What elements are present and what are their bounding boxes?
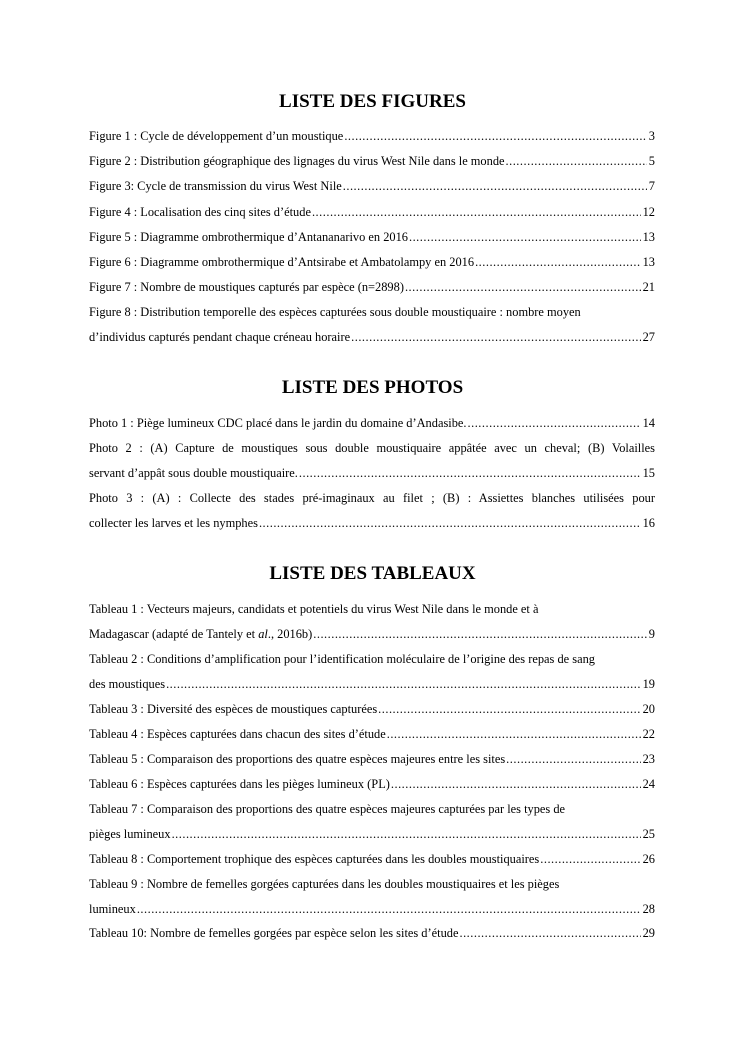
entry-title: Photo 1 : Piège lumineux CDC placé dans le jardin du domaine d’Andasibe. [89, 416, 467, 430]
entry-page: 7 [648, 179, 655, 193]
entry-page: 16 [642, 516, 655, 530]
dot-leader [343, 178, 647, 194]
entry-page: 13 [642, 230, 655, 244]
dot-leader [351, 329, 640, 345]
dot-leader [506, 153, 647, 169]
entry-title: Tableau 9 : Nombre de femelles gorgées capturées dans les doubles moustiquaires et les pièges [89, 877, 560, 891]
entry-title: Tableau 4 : Espèces capturées dans chacun des sites d’étude [89, 727, 386, 741]
entry-title: Tableau 2 : Conditions d’amplification pour l’identification moléculaire de l’origine des repas de sang [89, 652, 595, 666]
entry-title-continuation: servant d’appât sous double moustiquaire. [89, 466, 298, 480]
entry-page: 25 [642, 827, 655, 841]
entry-title: Figure 8 : Distribution temporelle des espèces capturées sous double moustiquaire : nombre moyen [89, 305, 581, 319]
entry-page: 20 [642, 702, 655, 716]
entry-title-continuation: des moustiques [89, 677, 166, 691]
dot-leader [387, 726, 641, 742]
entry-page: 26 [642, 852, 655, 866]
entry-page: 9 [648, 627, 655, 641]
entry-title: Figure 3: Cycle de transmission du virus West Nile [89, 179, 342, 193]
entry-title: Figure 7 : Nombre de moustiques capturés par espèce (n=2898) [89, 280, 404, 294]
dot-leader [166, 676, 641, 692]
dot-leader [468, 415, 641, 431]
entry-page: 13 [642, 255, 655, 269]
entry-page: 22 [642, 727, 655, 741]
entry-page: 21 [642, 280, 655, 294]
entry-title: Tableau 8 : Comportement trophique des espèces capturées dans les doubles moustiquaires [89, 852, 540, 866]
entry-page: 3 [648, 129, 655, 143]
dot-leader [344, 128, 646, 144]
dot-leader [405, 279, 641, 295]
entry-title: Figure 2 : Distribution géographique des lignages du virus West Nile dans le monde [89, 154, 505, 168]
dot-leader [475, 254, 641, 270]
entry-title: Tableau 5 : Comparaison des proportions des quatre espèces majeures entre les sites [89, 752, 506, 766]
dot-leader [313, 626, 647, 642]
entry-title-continuation: Madagascar (adapté de Tantely et al., 2016b) [89, 627, 313, 641]
photos-heading: LISTE DES PHOTOS [281, 377, 464, 398]
dot-leader [172, 826, 641, 842]
entry-page: 27 [642, 330, 655, 344]
entry-title: Figure 4 : Localisation des cinq sites d’étude [89, 205, 311, 219]
entry-page: 28 [642, 902, 655, 916]
entry-title: Tableau 3 : Diversité des espèces de moustiques capturées [89, 702, 378, 716]
entry-title-continuation: collecter les larves et les nymphes [89, 516, 258, 530]
entry-title: Photo 3 : (A) : Collecte des stades pré-imaginaux au filet ; (B) : Assiettes blanches utilisées pour [89, 491, 655, 505]
figures-heading: LISTE DES FIGURES [279, 91, 466, 112]
dot-leader [137, 901, 641, 917]
entry-title: Figure 6 : Diagramme ombrothermique d’Antsirabe et Ambatolampy en 2016 [89, 255, 475, 269]
dot-leader [378, 701, 640, 717]
entry-page: 12 [642, 205, 655, 219]
dot-leader [299, 465, 641, 481]
entry-page: 23 [642, 752, 655, 766]
entry-title: Tableau 1 : Vecteurs majeurs, candidats et potentiels du virus West Nile dans le monde et à [89, 602, 539, 616]
dot-leader [459, 925, 640, 941]
dot-leader [540, 851, 640, 867]
entry-title: Tableau 6 : Espèces capturées dans les pièges lumineux (PL) [89, 777, 390, 791]
dot-leader [259, 515, 641, 531]
dot-leader [409, 229, 641, 245]
entry-title: Tableau 10: Nombre de femelles gorgées par espèce selon les sites d’étude [89, 926, 459, 940]
entry-page: 14 [642, 416, 655, 430]
entry-title-continuation: pièges lumineux [89, 827, 171, 841]
dot-leader [312, 204, 641, 220]
dot-leader [391, 776, 641, 792]
entry-page: 19 [642, 677, 655, 691]
entry-title-continuation: lumineux [89, 902, 136, 916]
dot-leader [506, 751, 640, 767]
entry-title: Figure 5 : Diagramme ombrothermique d’Antananarivo en 2016 [89, 230, 408, 244]
tableaux-heading: LISTE DES TABLEAUX [269, 563, 476, 584]
entry-title-continuation: d’individus capturés pendant chaque créneau horaire [89, 330, 351, 344]
entry-title: Tableau 7 : Comparaison des proportions des quatre espèces majeures capturées par les types de [89, 802, 566, 816]
entry-page: 24 [642, 777, 655, 791]
entry-page: 29 [642, 926, 655, 940]
entry-title: Figure 1 : Cycle de développement d’un moustique [89, 129, 344, 143]
entry-page: 15 [642, 466, 655, 480]
entry-title: Photo 2 : (A) Capture de moustiques sous double moustiquaire appâtée avec un cheval; (B) Volailles [89, 441, 655, 455]
entry-page: 5 [648, 154, 655, 168]
